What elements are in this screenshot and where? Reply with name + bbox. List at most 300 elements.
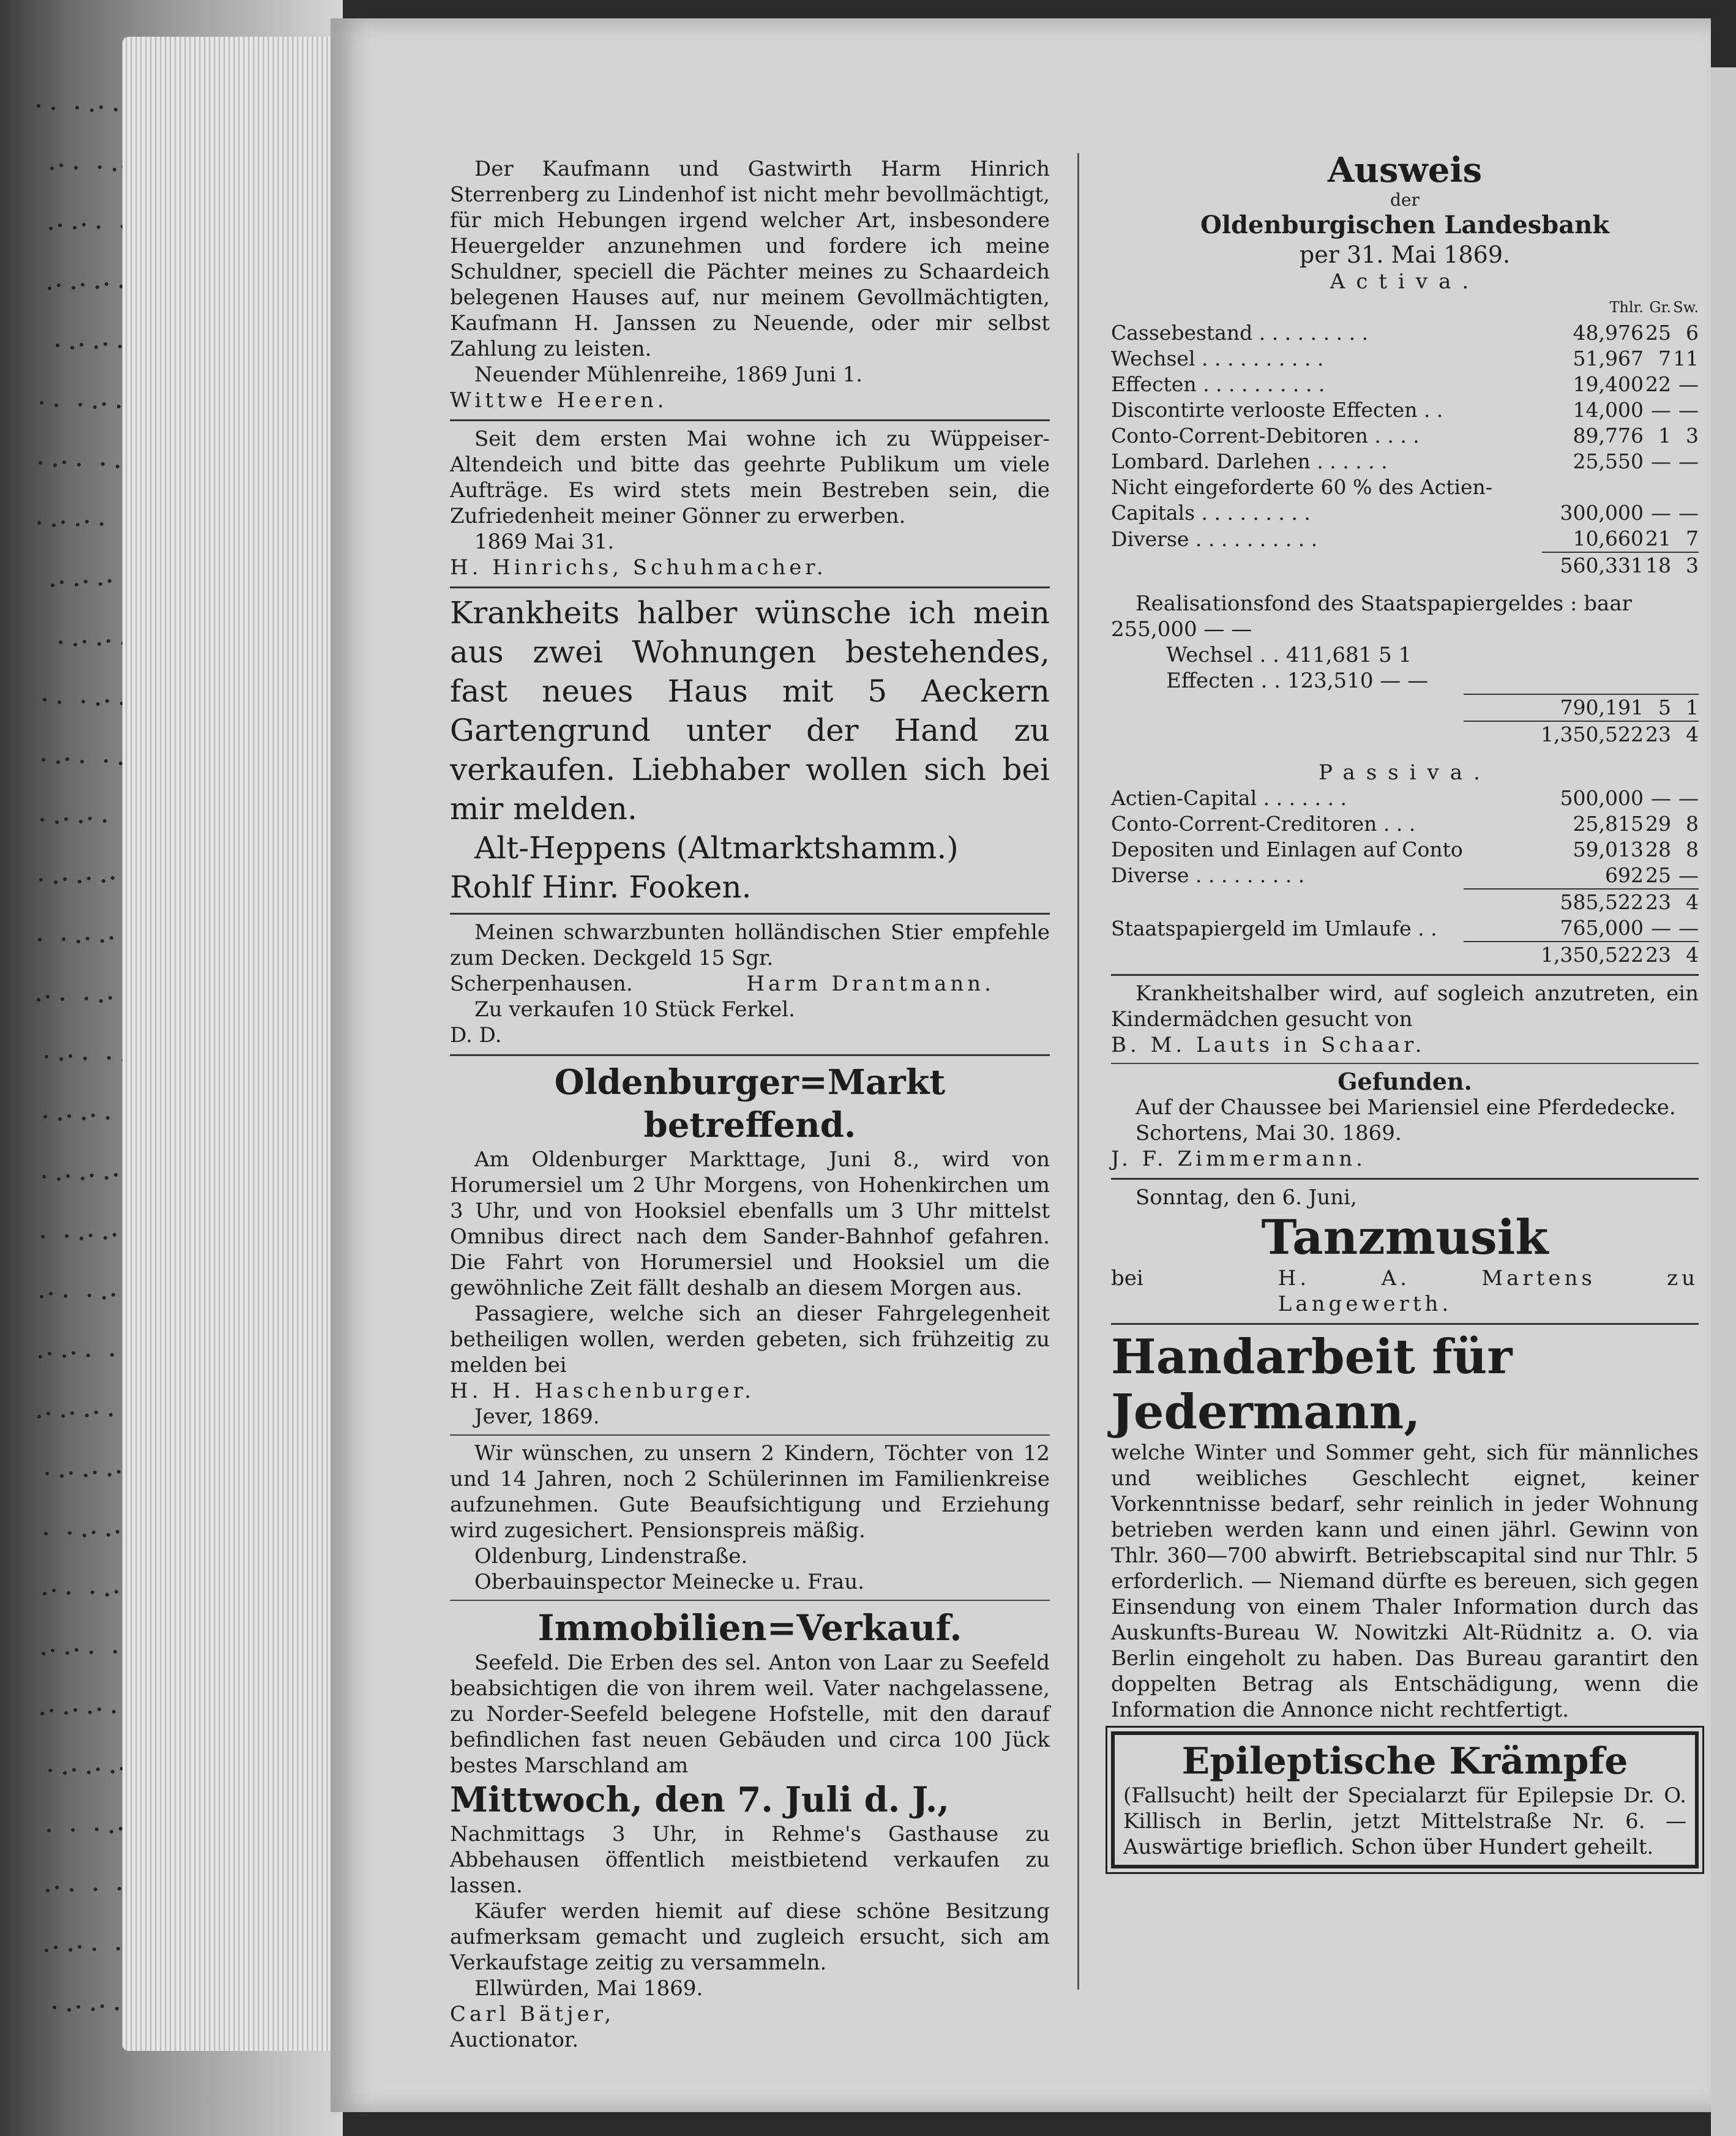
speckle	[65, 1234, 69, 1238]
statement-thlr: 25,815	[1573, 812, 1644, 836]
speckle	[59, 1057, 63, 1061]
speckle	[42, 1175, 46, 1179]
passiva-table	[1111, 785, 1699, 888]
divider	[1111, 1178, 1699, 1180]
speckle	[71, 1828, 75, 1832]
speckle	[114, 1173, 118, 1177]
speckle	[62, 460, 66, 464]
statement-sw: 11	[1673, 347, 1699, 370]
ad-place: Alt-Heppens (Altmarktshamm.)	[474, 830, 959, 866]
speckle	[116, 1530, 119, 1534]
speckle	[61, 1414, 65, 1418]
speckle	[73, 643, 77, 646]
ad-signature: Oberbauinspector Meinecke u. Frau.	[474, 1570, 865, 1594]
speckle	[43, 1592, 47, 1595]
ad-text: Seit dem ersten Mai wohne ich zu Wüppeiser-Altendeich und bitte das geehrte Publikum um viele Aufträge. Es wird stets mein Bestreben sein, die Zufriedenheit meiner Gönner zu erwerben.	[450, 427, 1050, 528]
speckle	[111, 1770, 114, 1774]
speckle	[113, 168, 116, 171]
statement-row	[1111, 500, 1699, 526]
speckle	[40, 1712, 44, 1715]
realisation-row: Effecten . . 123,510 — —	[1166, 669, 1429, 693]
speckle	[97, 1707, 101, 1711]
speckle	[99, 999, 103, 1003]
speckle	[72, 1351, 75, 1355]
speckle	[91, 1114, 95, 1117]
statement-date: per 31. Mai 1869.	[1299, 241, 1511, 268]
speckle	[85, 1414, 89, 1417]
ad-place: Scherpenhausen.	[450, 972, 633, 996]
speckle	[60, 1474, 64, 1478]
statement-bank: Oldenburgischen Landesbank	[1200, 211, 1609, 239]
statement-gr: 28	[1645, 838, 1671, 861]
ad-heading: Immobilien=Verkauf.	[537, 1607, 962, 1649]
ad-text: Meinen schwarzbunten holländischen Stier empfehle zum Decken. Deckgeld 15 Sgr.	[450, 920, 1050, 970]
ad-footer	[450, 971, 1050, 997]
grand-total-thlr: 1,350,522	[1464, 721, 1644, 748]
realisation-label: Realisationsfond des Staatspapiergeldes : baar 255,000 — —	[1111, 591, 1632, 642]
speckle	[78, 880, 81, 883]
divider	[1111, 1323, 1699, 1325]
realisation-row: Wechsel . . 411,681 5 1	[1166, 643, 1412, 667]
ad-bei: bei	[1111, 1266, 1143, 1291]
ad-text: Am Oldenburger Markttage, Juni 8., wird von Horumersiel um 2 Uhr Morgens, von Hohenkirchen um 3 Uhr, und von Hooksiel ebenfalls um 3 Uhr mittelst Omnibus direct nach dem Sander-Bahnhof gefahren. Die Fahrt von Horumersiel und Hooksiel um die gewöhnliche Zeit fällt deshalb an diesem Morgen aus.	[450, 1147, 1050, 1300]
speckle	[43, 1115, 47, 1119]
speckle	[98, 165, 102, 169]
speckle	[37, 521, 41, 525]
statement-label: Lombard. Darlehen . . . . . .	[1111, 449, 1388, 473]
speckle	[83, 1057, 87, 1060]
activa-total-row	[1111, 552, 1699, 579]
grand-total-sw: 4	[1671, 721, 1699, 748]
speckle	[103, 1236, 107, 1240]
speckle	[108, 579, 111, 583]
speckle	[75, 583, 78, 586]
speckle	[41, 1235, 45, 1239]
speckle	[112, 1710, 116, 1714]
speckle	[107, 1533, 110, 1537]
speckle	[58, 1117, 62, 1121]
speckle	[40, 818, 44, 822]
speckle	[46, 1889, 50, 1892]
statement-sw: —	[1678, 398, 1699, 422]
ad-text: Auf der Chaussee bei Mariensiel eine Pferdedecke.	[1136, 1095, 1676, 1120]
statement-row	[1111, 811, 1699, 837]
speckle	[77, 2005, 80, 2009]
ad-text-3: Käufer werden hiemit auf diese schöne Besitzung aufmerksam gemacht und zugleich ersucht, sich am Verkaufstage zeitig zu versammeln.	[450, 1899, 1050, 1975]
ad-date: Sonntag, den 6. Juni,	[1136, 1185, 1357, 1210]
ad-date: Ellwürden, Mai 1869.	[474, 1976, 703, 2001]
statement-thlr	[1542, 474, 1644, 500]
divider	[450, 419, 1050, 421]
speckle	[74, 166, 78, 170]
statement-label: Conto-Corrent-Creditoren . . .	[1111, 812, 1416, 836]
speckle	[96, 1767, 100, 1771]
ad-kindermaedchen	[1111, 981, 1699, 1058]
passiva-total-gr: 23	[1644, 942, 1671, 968]
statement-gr: 22	[1645, 372, 1671, 396]
speckle	[56, 343, 59, 347]
ad-footer	[1111, 1265, 1699, 1317]
speckle	[39, 878, 43, 882]
staatspapiergeld-thlr: 765,000	[1560, 916, 1644, 940]
speckle	[51, 1649, 54, 1652]
speckle	[39, 1355, 42, 1358]
statement-sw: 8	[1686, 812, 1699, 836]
speckle	[45, 1472, 49, 1475]
speckle	[45, 1055, 48, 1059]
speckle	[111, 1293, 115, 1297]
divider	[450, 1434, 1050, 1436]
speckle	[90, 108, 94, 112]
speckle	[78, 403, 82, 407]
statement-label: Nicht eingeforderte 60 % des Actien-	[1111, 475, 1492, 499]
speckle	[83, 1534, 86, 1537]
speckle	[105, 1593, 109, 1597]
statement-label: Cassebestand . . . . . . . . .	[1111, 321, 1369, 345]
speckle	[64, 1294, 67, 1298]
speckle	[95, 1827, 99, 1831]
ad-immobilien	[450, 1606, 1050, 2053]
ad-pension	[450, 1441, 1050, 1595]
ad-text: Der Kaufmann und Gastwirth Harm Hinrich Sterrenberg zu Lindenhof ist nicht mehr bevollmächtigt, für mich Hebungen irgend welcher Art, insbesondere Heuergelder anzunehmen und fordere ich meine Schuldner, speciell die Pächter meines zu Schaardeich belegenen Hauses auf, nur meinem Gevollmächtigten, Kaufmann H. Janssen zu Neuende, oder mir selbst Zahlung zu leisten.	[450, 157, 1050, 361]
ad-text: Krankheits halber wünsche ich mein aus zwei Wohnungen bestehendes, fast neues Haus mit 5 Aeckern Gartengrund unter der Hand zu verkaufen. Liebhaber wollen sich bei mir melden.	[450, 595, 1050, 826]
statement-gr: 7	[1658, 347, 1671, 370]
ad-haus-verkauf	[450, 593, 1050, 907]
book-page-edges	[122, 37, 334, 2051]
speckle	[69, 1471, 73, 1475]
speckle	[79, 820, 83, 823]
speckle	[100, 522, 103, 526]
unit-gr: Gr.	[1649, 299, 1671, 316]
ad-text: welche Winter und Sommer geht, sich für männliches und weibliches Geschlecht eignet, keiner Vorkenntnisse bedarf, sehr reinlich in jeder Wohnung betrieben werden kann und einen jährl. Gewinn von Thlr. 360—700 abwirft. Betriebscapital sind nur Thlr. 5 erforderlich. — Niemand dürfte es bereuen, sich gegen Einsendung von einem Thaler Information durch das Auskunfts-Bureau W. Nowitzki Alt-Rüdnitz a. O. via Berlin eingeholt zu haben. Das Bureau garantirt den doppelten Betrag als Entschädigung, wenn die Information die Annonce nicht rechtfertigt.	[1111, 1441, 1699, 1722]
speckle	[51, 583, 54, 587]
speckle	[63, 877, 67, 881]
statement-sw: —	[1678, 786, 1699, 810]
divider	[1111, 974, 1699, 976]
statement-thlr: 25,550	[1573, 449, 1644, 473]
speckle	[42, 758, 45, 762]
ad-heading: Handarbeit für Jedermann,	[1111, 1329, 1513, 1440]
auction-date: Mittwoch, den 7. Juli d. J.,	[450, 1780, 949, 1820]
speckle	[53, 2006, 56, 2009]
speckle	[64, 817, 68, 821]
ad-sterrenberg	[450, 156, 1050, 413]
statement-gr: 25	[1645, 321, 1671, 345]
speckle	[65, 1651, 69, 1655]
speckle	[65, 757, 69, 761]
speckle	[81, 283, 84, 287]
ad-date: Schortens, Mai 30. 1869.	[1136, 1121, 1402, 1145]
speckle	[40, 1295, 43, 1298]
speckle	[59, 163, 63, 167]
divider	[450, 913, 1050, 915]
statement-gr: 29	[1645, 812, 1671, 836]
speckle	[80, 1237, 83, 1240]
speckle	[58, 700, 61, 704]
speckle	[111, 876, 114, 880]
speckle	[84, 997, 88, 1000]
speckle	[69, 1054, 72, 1058]
speckle	[72, 1768, 76, 1772]
unit-sw: Sw.	[1673, 299, 1699, 316]
ad-text-2: Nachmittags 3 Uhr, in Rehme's Gasthause zu Abbehausen öffentlich meistbietend verkaufen zu lassen.	[450, 1822, 1050, 1898]
statement-gr: —	[1651, 786, 1671, 810]
realisation-total-sw: 1	[1671, 694, 1699, 721]
speckle	[117, 405, 121, 408]
speckle	[105, 1176, 108, 1180]
speckle	[103, 819, 107, 823]
ad-heading: Gefunden.	[1338, 1068, 1472, 1095]
ad-signature-title: Auctionator.	[450, 2028, 579, 2052]
passiva-subtotal-gr: 23	[1644, 889, 1671, 915]
speckle	[91, 1591, 94, 1594]
ad-text: (Fallsucht) heilt der Specialarzt für Epilepsie Dr. O. Killisch in Berlin, jetzt Mittelstraße Nr. 6. — Auswärtige brieflich. Schon über Hundert geheilt.	[1123, 1783, 1686, 1859]
speckle	[38, 938, 42, 942]
speckle	[62, 1354, 66, 1358]
speckle	[105, 282, 108, 286]
statement-gr: —	[1651, 398, 1671, 422]
speckle	[56, 760, 60, 764]
speckle	[39, 461, 42, 465]
statement-sw: 8	[1686, 838, 1699, 861]
ad-heading: Oldenburger=Markt betreffend.	[554, 1062, 946, 1145]
staatspapiergeld-sw: —	[1678, 916, 1699, 940]
speckle	[73, 1708, 77, 1712]
statement-row	[1111, 863, 1699, 888]
speckle	[114, 108, 118, 111]
speckle	[97, 225, 100, 229]
speckle	[78, 1945, 81, 1949]
activa-total-thlr: 560,331	[1542, 552, 1644, 579]
ad-place: Oldenburg, Lindenstraße.	[474, 1544, 748, 1568]
statement-gr: —	[1651, 501, 1671, 525]
speckle	[87, 877, 91, 880]
speckle	[102, 402, 106, 406]
statement-sw: 3	[1686, 424, 1699, 448]
statement-gr	[1644, 474, 1671, 500]
ad-signature: H. Hinrichs, Schuhmacher.	[450, 555, 827, 580]
statement-thlr: 300,000	[1560, 501, 1644, 525]
ad-signature-ferkel: D. D.	[450, 1023, 502, 1047]
speckle	[67, 1591, 70, 1595]
statement-der: der	[1390, 190, 1420, 210]
speckle	[70, 1411, 74, 1415]
speckle	[97, 642, 101, 646]
ad-gefunden	[1111, 1069, 1699, 1172]
speckle	[90, 1174, 94, 1177]
statement-label: Discontirte verlooste Effecten . .	[1111, 398, 1443, 422]
divider	[450, 1054, 1050, 1056]
speckle	[72, 286, 75, 290]
speckle	[96, 702, 100, 706]
speckle	[75, 1648, 78, 1652]
speckle	[107, 1056, 111, 1060]
speckle	[92, 1531, 95, 1534]
speckle	[81, 1177, 84, 1180]
statement-row	[1111, 449, 1699, 474]
speckle	[114, 1590, 118, 1594]
speckle	[84, 580, 88, 583]
ad-text-2: Passagiere, welche sich an dieser Fahrgelegenheit betheiligen wollen, werden gebeten, sich frühzeitig zu melden bei	[450, 1302, 1050, 1377]
ad-hinrichs	[450, 426, 1050, 580]
speckle	[73, 226, 77, 230]
ad-text-ferkel: Zu verkaufen 10 Stück Ferkel.	[474, 997, 795, 1022]
statement-thlr: 14,000	[1573, 398, 1644, 422]
speckle	[99, 582, 102, 586]
speckle	[91, 2007, 95, 2011]
ad-oldenburger-markt	[450, 1061, 1050, 1430]
speckle	[42, 1652, 45, 1655]
speckle	[88, 1294, 91, 1297]
speckle	[84, 1474, 88, 1477]
statement-label: Conto-Corrent-Debitoren . . . .	[1111, 424, 1420, 448]
ad-signature: Rohlf Hinr. Fooken.	[450, 869, 752, 905]
speckle	[100, 2004, 104, 2008]
ausweis-statement	[1111, 150, 1699, 968]
ad-text: Krankheitshalber wird, auf sogleich anzutreten, ein Kindermädchen gesucht von	[1111, 981, 1699, 1032]
speckle	[113, 1233, 116, 1237]
statement-sw: 6	[1686, 321, 1699, 345]
ad-signature: Wittwe Heeren.	[450, 388, 668, 413]
ad-handarbeit	[1111, 1330, 1699, 1723]
speckle	[59, 640, 62, 644]
statement-thlr: 19,400	[1573, 372, 1644, 396]
ad-text: Seefeld. Die Erben des sel. Anton von Laar zu Seefeld beabsichtigen die von ihrem weil. Vater nachgelassene, zu Norder-Seefeld belegene Hofstelle, mit den darauf befindlichen fast neuen Gebäuden und circa 100 Jück bestes Marschland am	[450, 1651, 1050, 1778]
speckle	[95, 285, 99, 289]
speckle	[87, 1771, 91, 1774]
speckle	[37, 998, 40, 1002]
speckle	[50, 1709, 53, 1712]
statement-sw	[1671, 474, 1699, 500]
passiva-heading: Passiva.	[1319, 760, 1491, 785]
ad-date: Neuender Mühlenreihe, 1869 Juni 1.	[474, 362, 862, 387]
speckle	[50, 167, 54, 170]
divider	[1111, 1063, 1699, 1064]
speckle	[54, 403, 58, 407]
statement-sw: —	[1678, 501, 1699, 525]
ad-epilepsie-box	[1111, 1731, 1699, 1868]
speckle	[102, 1296, 106, 1300]
statement-sw: —	[1678, 863, 1699, 887]
speckle	[118, 1887, 121, 1891]
speckle	[101, 462, 105, 466]
left-column	[450, 156, 1050, 2053]
statement-label: Capitals . . . . . . . . .	[1111, 501, 1311, 525]
statement-row	[1111, 346, 1699, 372]
statement-gr: 25	[1645, 863, 1671, 887]
ad-date: 1869 Mai 31.	[474, 530, 615, 554]
speckle	[51, 107, 55, 110]
ad-heading: Epileptische Krämpfe	[1181, 1740, 1628, 1783]
realisation-totals	[1111, 694, 1699, 748]
speckle	[67, 2008, 71, 2012]
statement-label: Effecten . . . . . . . . . .	[1111, 372, 1325, 396]
statement-thlr: 500,000	[1560, 786, 1644, 810]
ad-signature: Harm Drantmann.	[746, 972, 995, 996]
realisation-total-gr: 5	[1644, 694, 1671, 721]
speckle	[49, 1292, 53, 1295]
statement-sw: —	[1678, 449, 1699, 473]
speckle	[54, 880, 58, 884]
speckle	[63, 1771, 67, 1775]
statement-row	[1111, 474, 1699, 500]
speckle	[64, 1711, 68, 1715]
statement-thlr: 51,967	[1573, 347, 1644, 370]
ad-tanzmusik	[1111, 1185, 1699, 1317]
speckle	[69, 1948, 72, 1952]
ad-signature: Carl Bätjer,	[450, 2002, 615, 2026]
speckle	[93, 1471, 97, 1474]
divider	[450, 586, 1050, 588]
speckle	[48, 1769, 52, 1772]
speckle	[109, 1413, 113, 1417]
speckle	[37, 104, 40, 108]
speckle	[48, 1352, 51, 1355]
statement-gr: —	[1651, 449, 1671, 473]
speckle	[103, 342, 107, 346]
speckle	[76, 523, 80, 527]
speckle	[47, 1829, 51, 1832]
speckle	[113, 1650, 117, 1654]
speckle	[88, 1711, 92, 1714]
speckle	[117, 1470, 121, 1474]
speckle	[116, 1947, 120, 1951]
speckle	[77, 940, 80, 943]
speckle	[61, 997, 64, 1001]
activa-total-sw: 3	[1671, 552, 1699, 579]
statement-row	[1111, 526, 1699, 552]
passiva-subtotal-thlr: 585,522	[1464, 889, 1644, 915]
statement-thlr: 48,976	[1573, 321, 1644, 345]
speckle	[110, 1353, 114, 1357]
speckle	[43, 698, 47, 702]
speckle	[89, 1651, 93, 1654]
speckle	[104, 759, 108, 763]
speckle	[68, 1531, 72, 1535]
ad-signature: H. A. Martens zu Langewerth.	[1278, 1266, 1699, 1316]
realisation-total-thlr: 790,191	[1464, 694, 1644, 721]
statement-thlr: 59,013	[1573, 838, 1644, 861]
statement-thlr: 692	[1605, 863, 1644, 887]
statement-thlr: 89,776	[1573, 424, 1644, 448]
speckle	[77, 463, 81, 467]
speckle	[102, 879, 105, 883]
speckle	[108, 1473, 111, 1477]
speckle	[46, 995, 50, 999]
statement-sw: —	[1678, 372, 1699, 396]
speckle	[62, 937, 65, 941]
speckle	[86, 1354, 90, 1357]
speckle	[92, 1947, 96, 1951]
statement-row	[1111, 785, 1699, 811]
speckle	[110, 936, 113, 940]
statement-label: Wechsel . . . . . . . . . .	[1111, 347, 1324, 370]
statement-gr: 1	[1658, 424, 1671, 448]
speckle	[105, 699, 109, 703]
speckle	[47, 1412, 50, 1415]
ad-signature: J. F. Zimmermann.	[1111, 1147, 1366, 1171]
statement-row	[1111, 320, 1699, 346]
speckle	[107, 639, 110, 643]
passiva-total-thlr: 1,350,522	[1464, 942, 1644, 968]
speckle	[66, 1174, 70, 1178]
unit-thlr: Thlr.	[1609, 299, 1644, 316]
activa-table	[1111, 294, 1699, 579]
speckle	[55, 820, 59, 824]
speckle	[94, 345, 98, 349]
speckle	[88, 817, 92, 820]
statement-row	[1111, 837, 1699, 863]
